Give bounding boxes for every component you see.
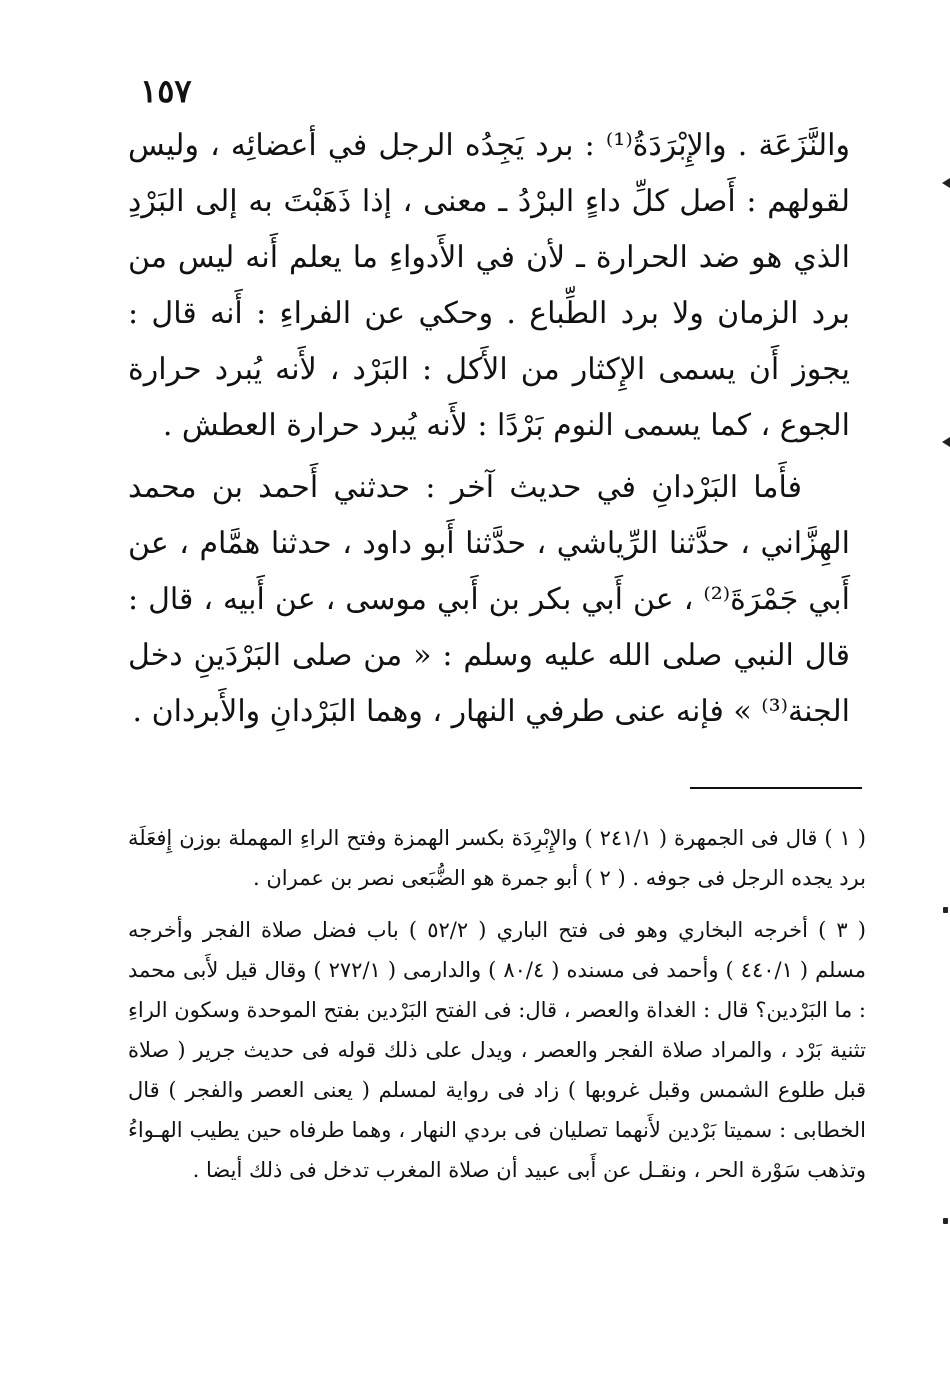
footnotes (128, 818, 866, 1190)
paragraph-1: والنَّزَعَة . والإِبْرَدَةُ⁽¹⁾ : برد يَجِدُه الرجل في أعضائِه ، وليس لقولهم : أَصل كلِّ داءٍ البرْدُ ـ معنى ، إذا ذَهَبْتَ به إلى البَرْدِ الذي هو ضد الحرارة ـ لأن في الأَدواءِ ما يعلم أَنه ليس من برد الزمان ولا برد الطِّباع . وحكي عن الفراءِ : أَنه قال : يجوز أَن يسمى الإِكثار من الأَكل : البَرْد ، لأَنه يُبرد حرارة الجوع ، كما يسمى النوم بَرْدًا : لأَنه يُبرد حرارة العطش . (128, 128, 850, 443)
footnote-separator (690, 787, 862, 789)
main-text (128, 118, 850, 740)
scan-edge-mark (942, 437, 950, 447)
footnote-3: ( ٣ ) أخرجه البخاري وهو فى فتح الباري ( ٥٢/٢ ) باب فضل صلاة الفجر وأخرجه مسلم ( ٤٤٠/١ ) وأحمد فى مسنده ( ٨٠/٤ ) والدارمى ( ٢٧٢/١ ) وقال قيل لأَبى محمد : ما البَرْدين؟ قال : الغداة والعصر ، قال: فى الفتح البَرْدين بفتح الموحدة وسكون الراءِ تثنية بَرْد ، والمراد صلاة الفجر والعصر ، ويدل على ذلك قوله فى حديث جرير ( صلاة قبل طلوع الشمس وقبل غروبها ) زاد فى رواية لمسلم ( يعنى العصر والفجر ) قال الخطابى : سميتا بَرْدين لأَنهما تصليان فى بردي النهار ، وهما طرفاه حين يطيب الهـواءُ وتذهب سَوْرة الحر ، ونقـل عن أَبى عبيد أن صلاة المغرب تدخل فى ذلك أيضا . (128, 918, 866, 1182)
scan-edge-mark (942, 178, 950, 188)
page-number: ١٥٧ (140, 72, 192, 110)
scan-edge-dot (943, 1218, 948, 1224)
footnote-1-2: ( ١ ) قال فى الجمهرة ( ٢٤١/١ ) والإِبْرِدَة بكسر الهمزة وفتح الراءِ المهملة بوزن إِفعَلَة برد يجده الرجل فى جوفه . ( ٢ ) أبو جمرة هو الضُّبَعى نصر بن عمران . (128, 826, 867, 890)
scan-edge-dot (943, 907, 948, 913)
paragraph-2: فأَما البَرْدانِ في حديث آخر : حدثني أَحمد بن محمد الهِزَّاني ، حدَّثنا الرِّياشي ، حدَّثنا أَبو داود ، حدثنا همَّام ، عن أَبي جَمْرَةَ⁽²⁾ ، عن أَبي بكر بن أَبي موسى ، عن أَبيه ، قال : قال النبي صلى الله عليه وسلم : « من صلى البَرْدَينِ دخل الجنة⁽³⁾ » فإنه عنى طرفي النهار ، وهما البَرْدانِ والأَبردان . (128, 470, 850, 729)
